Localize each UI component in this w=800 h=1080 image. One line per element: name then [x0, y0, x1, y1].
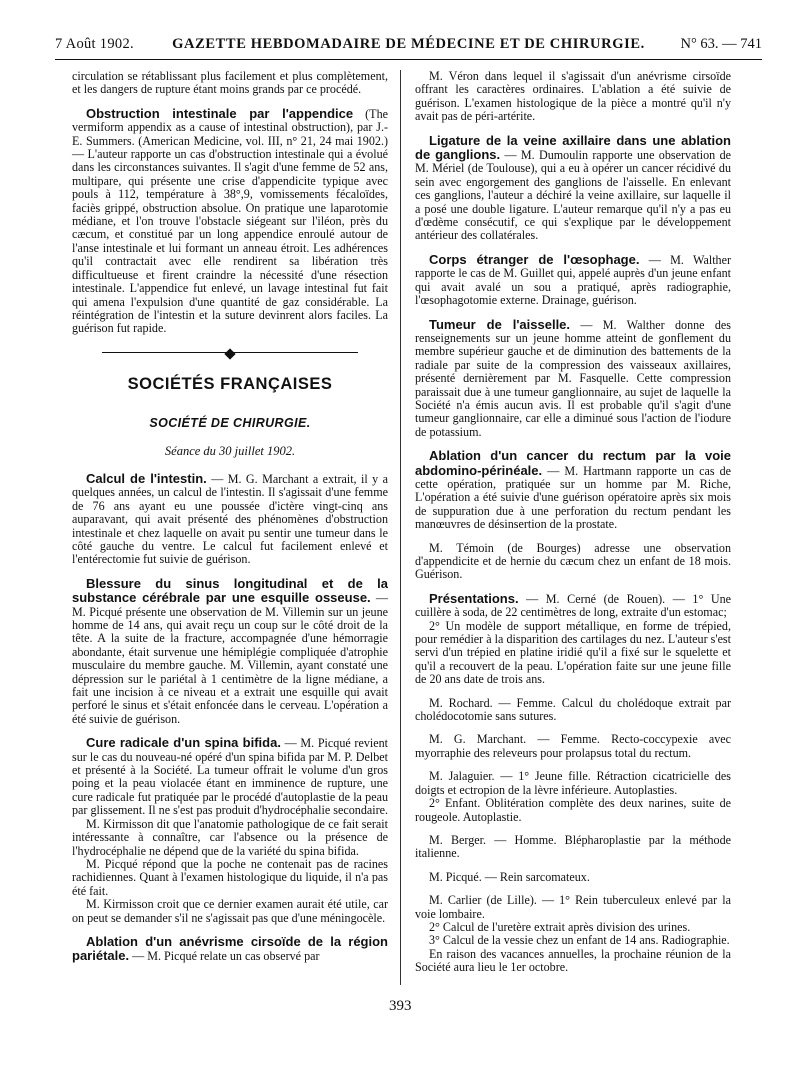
article-title: Ligature de la veine axillaire dans une ablation de ganglions. [415, 132, 731, 163]
article-title: Blessure du sinus longitudinal et de la substance cérébrale par une esquille osseuse. [72, 575, 388, 606]
diamond-ornament-icon [224, 348, 235, 359]
spina-reply-kirmisson: M. Kirmisson dit que l'anatomie pathologique de ce fait serait intéressante à connaître, car l'absence ou la présence de l'hydrocéphalie ne dépend que de la variété du spina bifida. [72, 816, 388, 858]
article-body: — M. Picqué revient sur le cas du nouveau-né opéré d'un spina bifida par M. P. Delbet et présenté à la Société. La tumeur offrait le volume d'un gros poing et la peau violacée étant en imminence de rupture, une cure radicale fut pratiquée par le procédé d'autoplastie de la peau par glissement. Il ne s'est pas produit d'hydrocéphalie secondaire. [72, 736, 389, 818]
running-header [55, 36, 762, 60]
presentation-berger: M. Berger. — Homme. Blépharoplastie par la méthode italienne. [415, 832, 731, 861]
article-body: — M. G. Marchant a extrait, il y a quelques années, un calcul de l'intestin. Il s'agissait d'une femme de 76 ans ayant eu une poussée d'ictère vingt-cinq ans auparavant, qui avait présenté des phénomènes d'obstruction intestinale et chez laquelle on avait pu sentir une tumeur dans le côté gauche du ventre. Le calcul fut facilement enlevé et l'entérectomie fut suivie de guérison. [72, 471, 389, 567]
presentation-rochard: M. Rochard. — Femme. Calcul du cholédoque extrait par cholédocotomie sans sutures. [415, 695, 731, 724]
issue-date: 7 Août 1902. [55, 36, 134, 52]
left-column [72, 70, 388, 964]
spina-reply-kirmisson-2: M. Kirmisson croit que ce dernier examen aurait été utile, car on peut se demander s'il ne s'agissait pas que d'une méningocèle. [72, 897, 388, 925]
article-obstruction [72, 107, 388, 336]
article-title: Ablation d'un anévrisme cirsoïde de la région pariétale. [72, 933, 388, 964]
presentation-marchant: M. G. Marchant. — Femme. Recto-coccypexie avec myorraphie des releveurs pour prolapsus total du rectum. [415, 732, 731, 760]
intro-paragraph: circulation se rétablissant plus facilement et plus complètement, et les dangers de rupture étant moins grands par ce procédé. [72, 69, 388, 97]
article-corps [415, 253, 731, 308]
right-column [415, 70, 731, 975]
article-body: — M. Hartmann rapporte un cas de cette opération, pratiquée sur un homme par M. Riche, L'opération a été suivie d'une guérison opératoire après six mois de suppuration due à une perforation du rectum pendant les manœuvres de désinsertion de la prostate. [415, 463, 731, 532]
article-title: Calcul de l'intestin. [86, 470, 207, 486]
temoin-paragraph: M. Témoin (de Bourges) adresse une observation d'appendicite et de hernie du cæcum chez un enfant de 18 mois. Guérison. [415, 540, 731, 582]
article-body: — M. Cerné (de Rouen). — 1° Une cuillère à soda, de 22 centimètres de long, extraite d'un estomac; [415, 591, 731, 620]
article-ablation [72, 935, 388, 964]
article-body: (The vermiform appendix as a cause of intestinal obstruction), par J.-E. Summers. (American Medicine, vol. III, n° 21, 24 mai 1902.) — L'auteur rapporte un cas d'obstruction intestinale qui a évolué dans les circonstances suivantes. Il s'agit d'une femme de 52 ans, multipare, qui présente une crise d'appendicite typique avec pouls à 112, température à 38°,9, vomissements fécaloïdes, faciès grippé, obstruction absolue. On pratique une laparotomie médiane, et l'on trouve l'obstacle siégeant sur l'iléon, près du cæcum, et constitué par un long appendice enroulé autour de l'anse intestinale et lui formant un anneau étroit. Les adhérences qu'il contractait avec elle rendirent sa libération très difficultueuse et firent craindre la nécessité d'une résection intestinale. L'appendice fut enlevé, un lavage intestinal fut fait qui amena l'expulsion d'une quantité de gaz considérable. La réintégration de l'intestin et la suture devinrent alors faciles. La guérison fut rapide. [72, 106, 388, 336]
article-title: Cure radicale d'un spina bifida. [86, 735, 281, 751]
article-spina [72, 736, 388, 817]
presentation-item-2: 2° Un modèle de support métallique, en forme de trépied, pour remédier à la disparition des cartilages du nez. L'auteur s'est servi d'un trépied en platine iridié qu'il a fixé sur le squelette et qu'il a recouvert de la peau. L'opération faite sur une jeune fille de 20 ans date de trois ans. [415, 618, 731, 687]
section-ornament [72, 346, 388, 358]
article-title: Tumeur de l'aisselle. [429, 316, 571, 332]
article-blessure [72, 577, 388, 726]
journal-title: GAZETTE HEBDOMADAIRE DE MÉDECINE ET DE CHIRURGIE. [172, 36, 645, 52]
article-body: — M. Picqué relate un cas observé par [129, 949, 320, 964]
issue-number: N° 63. — 741 [680, 36, 762, 52]
session-date: Séance du 30 juillet 1902. [164, 443, 296, 458]
presentation-jalaguier-2: 2° Enfant. Oblitération complète des deux narines, suite de rougeole. Autoplastie. [415, 796, 731, 824]
presentation-picque: M. Picqué. — Rein sarcomateux. [429, 869, 590, 884]
article-cancer [415, 449, 731, 531]
presentation-jalaguier-1: M. Jalaguier. — 1° Jeune fille. Rétraction cicatricielle des doigts et ectropion de la lèvre inférieure. Autoplasties. [415, 769, 731, 797]
veron-paragraph: M. Véron dans lequel il s'agissait d'un anévrisme cirsoïde offrant les caractères ordinaires. L'ablation a été suivie de guérison. L'examen histologique de la pièce a montré qu'il n'y avait pas de péri-artérite. [415, 69, 731, 124]
article-calcul [72, 472, 388, 567]
spina-reply-picque: M. Picqué répond que la poche ne contenait pas de racines rachidiennes. Quant à l'examen histologique du liquide, il n'a pas été fait. [72, 856, 388, 898]
section-title: SOCIÉTÉS FRANÇAISES [127, 374, 333, 393]
article-title: Présentations. [429, 590, 519, 606]
presentation-carlier-3: 3° Calcul de la vessie chez un enfant de 14 ans. Radiographie. [429, 933, 730, 948]
article-title: Corps étranger de l'œsophage. [429, 251, 640, 267]
presentation-carlier-2: 2° Calcul de l'uretère extrait après division des urines. [429, 919, 691, 934]
article-body: — M. Dumoulin rapporte une observation de M. Mériel (de Toulouse), qui a eu à opérer un cancer récidivé du sein avec engorgement des ganglions de l'aisselle. En enlevant ces ganglions, l'auteur a déchiré la veine axillaire, sur laquelle il a posé une double ligature. L'auteur remarque qu'il n'y a pas eu d'œdème consécutif, ce qui s'explique par le développement antérieur des collatérales. [415, 148, 731, 243]
society-heading: SOCIÉTÉ DE CHIRURGIE. [149, 416, 311, 431]
article-tumeur [415, 318, 731, 440]
closing-note: En raison des vacances annuelles, la prochaine réunion de la Société aura lieu le 1er octobre. [415, 946, 731, 975]
article-title: Obstruction intestinale par l'appendice [86, 105, 354, 121]
article-body: — M. Walther donne des renseignements sur un jeune homme atteint de gonflement du membre supérieur gauche et de diminution des battements de la radiale par suite de la compression des vaisseaux axillaires, présenté dernièrement par M. Fasquelle. Cette compression paraissait due à une tumeur ganglionnaire, au sujet de laquelle la Société n'a émis aucun avis. Il est probable qu'il s'agit d'une tumeur ganglionnaire, car elle a diminué sous l'action de l'iodure de potassium. [415, 317, 732, 439]
column-divider [400, 70, 401, 985]
article-title: Ablation d'un cancer du rectum par la voie abdomino-périnéale. [415, 448, 731, 478]
presentation-carlier-1: M. Carlier (de Lille). — 1° Rein tuberculeux enlevé par la voie lombaire. [415, 893, 731, 921]
article-presentations [415, 592, 731, 620]
article-ligature [415, 134, 731, 243]
page-number: 393 [389, 998, 412, 1014]
article-body: — M. Walther rapporte le cas de M. Guillet qui, appelé auprès d'un jeune enfant qui avait avalé un sou a pratiqué, après radiographie, l'œsophagotomie externe. Drainage, guérison. [415, 252, 732, 308]
article-body: — M. Picqué présente une observation de M. Villemin sur un jeune homme de 14 ans, qui avait reçu un coup sur le côté droit de la tête. A la suite de la fracture, accompagnée d'une hémorragie abondante, était survenue une hémiplégie compliquée d'atrophie musculaire du membre gauche. M. Villemin, ayant constaté une dépression sur le pariétal à 1 centimètre de la ligne médiane, a fait une incision à ce niveau et a extrait une esquille qui avait perforé le sinus et s'était enfoncée dans le cerveau. L'opération a été suivie de guérison. [72, 591, 388, 726]
